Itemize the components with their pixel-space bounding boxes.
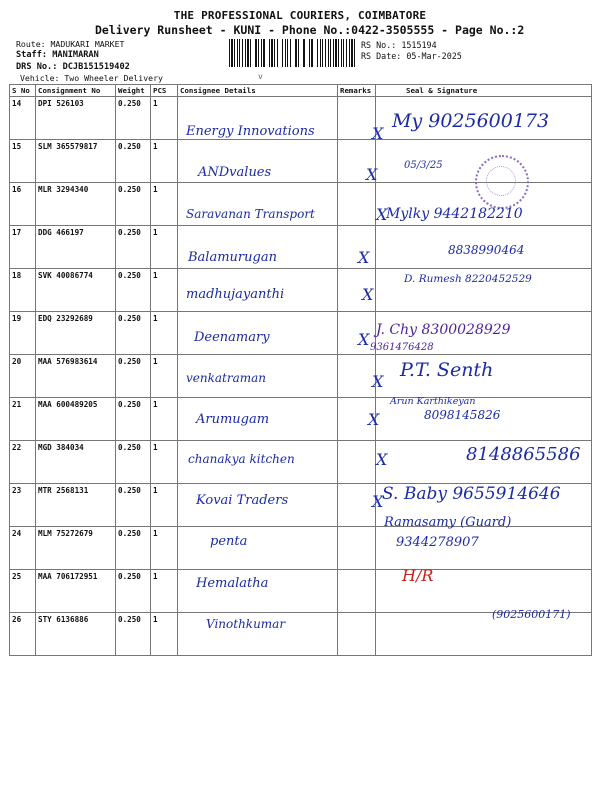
delivery-stamp [475,155,529,209]
hw-sign-row20: P.T. Senth [400,359,494,381]
hw-consignee-energy: Energy Innovations [186,124,315,139]
hw-sign-row14: My 9025600173 [392,110,550,132]
hw-phone-row20: 9361476428 [370,342,434,353]
table-row: 19 EDQ 23292689 0.250 1 [10,312,592,355]
drs-number: DRS No.: DCJB151519402 [16,62,130,72]
rs-date: RS Date: 05-Mar-2025 [361,51,462,61]
table-row: 21 MAA 600489205 0.250 1 [10,398,592,441]
table-row: 24 MLM 75272679 0.250 1 [10,527,592,570]
hw-sign-row15: 05/3/25 [404,160,443,171]
hw-consignee-penta: penta [210,534,248,549]
col-consignee: Consignee Details [178,85,338,97]
hw-phone-row21: 8098145826 [424,408,501,422]
hw-sign-row17: 8838990464 [448,243,525,257]
hw-remark-x: X [368,410,380,429]
table-row: 23 MTR 2568131 0.250 1 [10,484,592,527]
table-row: 14 DPI 526103 0.250 1 [10,97,592,140]
hw-sign-row21: Arun Karthikeyan [390,396,476,407]
hw-sign-row18: D. Rumesh 8220452529 [404,273,532,285]
hw-remark-x: X [358,248,370,267]
route-label: Route: MADUKARI MARKET [16,39,125,49]
hw-remark-x: X [372,124,384,143]
hw-sign-row16: Mylky 9442182210 [386,206,523,222]
hw-remark-x: X [376,450,388,469]
hw-consignee-vinothkumar: Vinothkumar [206,617,286,631]
hw-remark-x: X [372,372,384,391]
hw-remark-x: X [358,330,370,349]
table-row: 25 MAA 706172951 0.250 1 [10,570,592,613]
hw-consignee-deenamary: Deenamary [194,330,270,345]
hw-consignee-balamurugan: Balamurugan [188,250,277,265]
hw-consignee-saravanan: Saravanan Transport [186,207,315,221]
hw-phone-row24: 9344278907 [396,535,479,550]
table-row: 18 SVK 40086774 0.250 1 [10,269,592,312]
hw-consignee-andvalues: ANDvalues [198,165,272,180]
col-sno: S No [10,85,36,97]
col-signature: Seal & Signature [376,85,592,97]
staff-label: Staff: MANIMARAN [16,50,99,60]
hw-consignee-hemalatha: Hemalatha [196,576,269,591]
rs-number: RS No.: 1515194 [361,40,437,50]
hw-consignee-kovai: Kovai Traders [196,493,289,508]
hw-consignee-venkatraman: venkatraman [186,371,267,385]
table-row: 22 MGD 384034 0.250 1 [10,441,592,484]
hw-consignee-madhujayanthi: madhujayanthi [186,287,285,302]
hw-sign-row19: J. Chy 8300028929 [376,322,511,338]
table-row: 17 DDG 466197 0.250 1 [10,226,592,269]
company-title: THE PROFESSIONAL COURIERS, COIMBATORE [173,9,427,22]
table-row: 20 MAA 576983614 0.250 1 [10,355,592,398]
hw-sign-row24: Ramasamy (Guard) [384,515,512,530]
hw-remark-x: X [372,492,384,511]
table-header-row [10,85,592,97]
hw-remark-row25: H/R [402,566,434,585]
table-row: 26 STY 6136886 0.250 1 [10,613,592,656]
hw-sign-row26: (9025600171) [492,608,571,621]
col-pcs: PCS [151,85,178,97]
col-weight: Weight [116,85,151,97]
runsheet-subtitle: Delivery Runsheet - KUNI - Phone No.:0422-3505555 - Page No.:2 [95,23,525,37]
col-remarks: Remarks [338,85,376,97]
hw-remark-x: X [362,285,374,304]
hw-remark-x: X [376,205,388,224]
hw-sign-row23: S. Baby 9655914646 [382,484,561,504]
barcode-gaps [229,39,355,67]
check-mark: v [258,72,263,81]
table-row: 16 MLR 3294340 0.250 1 [10,183,592,226]
hw-consignee-chanakya: chanakya kitchen [188,452,295,466]
hw-consignee-arumugam: Arumugam [196,412,270,427]
table-row: 15 SLM 365579817 0.250 1 [10,140,592,183]
col-consignment: Consignment No [36,85,116,97]
hw-sign-row22: 8148865586 [466,444,581,465]
vehicle-label: Vehicle: Two Wheeler Delivery [20,73,163,83]
hw-remark-x: X [366,165,378,184]
